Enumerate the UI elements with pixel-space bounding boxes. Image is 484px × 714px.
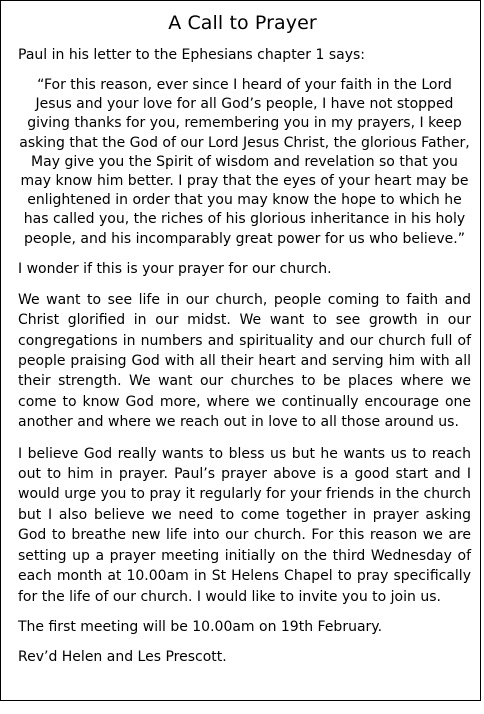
- signature-line: Rev’d Helen and Les Prescott.: [18, 648, 227, 665]
- intro-line: Paul in his letter to the Ephesians chapter 1 says:: [18, 47, 366, 63]
- first-meeting-line: The first meeting will be 10.00am on 19th February.: [18, 618, 383, 635]
- vision-paragraph: We want to see life in our church, people coming to faith and Christ glorified in our midst. We want to see growth in our congregations in numbers and spirituality and our church full of people praising God with all their heart and serving him with all their strength. We want our churches to be places where we come to know God more, where we continually encourage one another and where we reach out in love to all those around us.: [18, 291, 471, 431]
- page-title: A Call to Prayer: [168, 12, 317, 34]
- invitation-paragraph: I believe God really wants to bless us but he wants us to reach out to him in prayer. Paul’s prayer above is a good start and I would urge you to pray it regularly for your friends in the church but I also believe we need to come together in prayer asking God to breathe new life into our church. For this reason we are setting up a prayer meeting initially on the third Wednesday of each month at 10.00am in St Helens Chapel to pray specifically for the life of our church. I would like to invite you to join us.: [18, 445, 471, 605]
- question-line: I wonder if this is your prayer for our church.: [18, 260, 332, 277]
- scripture-quote: “For this reason, ever since I heard of your faith in the Lord Jesus and your love for all God’s people, I have not stopped giving thanks for you, remembering you in my prayers, I keep asking that the God of our Lord Jesus Christ, the glorious Father, May give you the Spirit of wisdom and revelation so that you may know him better. I pray that the eyes of your heart may be enlightened in order that you may know the hope to which he has called you, the riches of his glorious inheritance in his holy people, and his incomparably great power for us who believe.”: [19, 77, 470, 247]
